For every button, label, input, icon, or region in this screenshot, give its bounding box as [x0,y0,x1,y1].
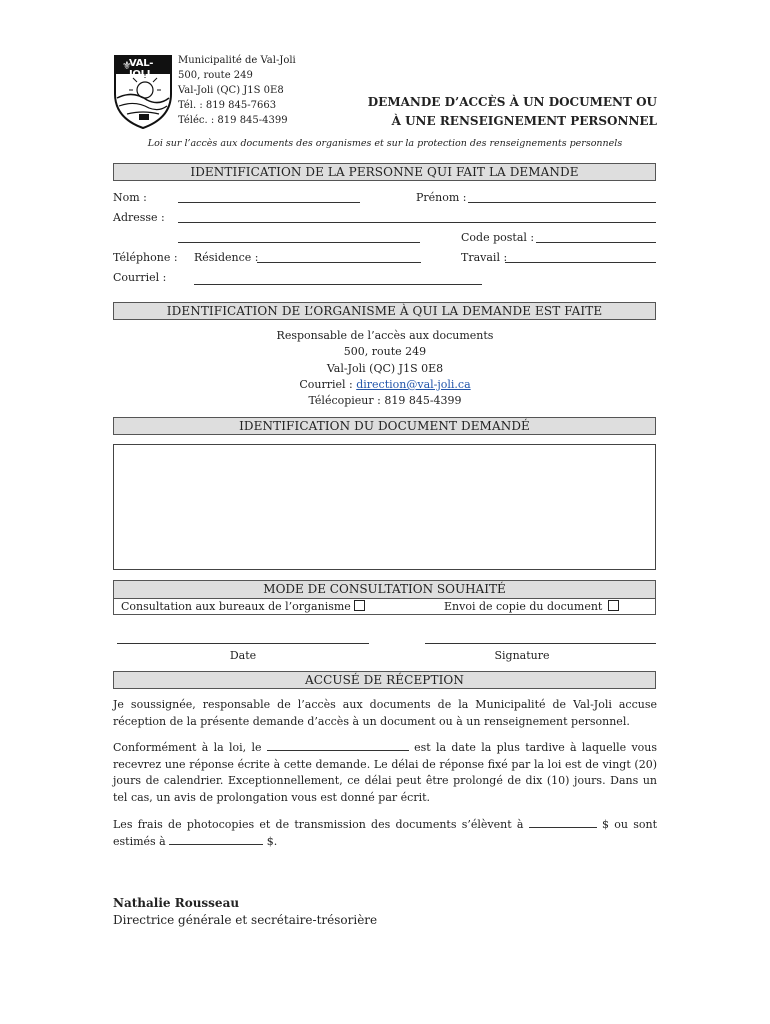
courriel-field[interactable] [194,284,482,285]
form-title [368,93,657,131]
travail-label: Travail : [461,251,508,264]
org-fax: Téléc. : 819 845-4399 [178,115,288,126]
org-contact-fax: Télécopieur : 819 845-4399 [308,394,462,408]
form-title-line1: DEMANDE D’ACCÈS À UN DOCUMENT OU [367,95,657,109]
receipt-paragraph-2 [113,740,657,806]
fees-amount-field[interactable] [529,817,597,828]
residence-field[interactable] [257,262,421,263]
option-copie[interactable] [444,599,619,615]
receipt-paragraph-3 [113,817,657,850]
org-name: Municipalité de Val-Joli [178,55,296,66]
residence-label: Résidence : [194,251,259,264]
signatory-name: Nathalie Rousseau [113,896,240,910]
section-header-mode: MODE DE CONSULTATION SOUHAITÉ [114,581,655,599]
org-address: 500, route 249 [178,70,253,81]
receipt-paragraph-1: Je soussignée, responsable de l’accès aux documents de la Municipalité de Val-Joli accuse réception de la présente demande d’accès à un document ou à un renseignement personnel. [113,698,657,728]
prenom-label: Prénom : [416,191,467,204]
receipt-para2-start: Conformément à la loi, le [113,741,262,754]
law-subtitle: Loi sur l’accès aux documents des organismes et sur la protection des renseignements personnels [147,138,623,149]
section-header-receipt: ACCUSÉ DE RÉCEPTION [113,671,656,689]
adresse-field-1[interactable] [178,222,656,223]
adresse-label: Adresse : [113,211,165,224]
org-contact-block [0,328,770,409]
date-label: Date [229,649,257,662]
form-title-line2: À UNE RENSEIGNEMENT PERSONNEL [391,114,657,128]
prenom-field[interactable] [468,202,656,203]
org-header [178,53,296,128]
nom-label: Nom : [113,191,147,204]
option-consultation[interactable] [121,599,365,615]
municipal-logo [113,54,173,130]
document-description-box[interactable] [113,444,656,570]
section-header-document: IDENTIFICATION DU DOCUMENT DEMANDÉ [113,417,656,435]
org-contact-city: Val-Joli (QC) J1S 0E8 [326,361,444,375]
svg-text:⚜: ⚜ [122,59,132,72]
org-responsable: Responsable de l’accès aux documents [276,329,494,342]
signatory-role: Directrice générale et secrétaire-trésorière [113,913,378,927]
code-postal-field[interactable] [536,242,656,243]
org-email-label: Courriel : [299,377,357,391]
copie-checkbox[interactable] [608,600,619,611]
courriel-label: Courriel : [113,271,167,284]
mode-section [113,580,656,615]
nom-field[interactable] [178,202,360,203]
org-email-link[interactable]: direction@val-joli.ca [356,377,471,391]
signature-label: Signature [494,649,550,662]
section-header-organisation: IDENTIFICATION DE L’ORGANISME À QUI LA DEMANDE EST FAITE [113,302,656,320]
receipt-para3-start: Les frais de photocopies et de transmission des documents s’élèvent à [113,818,524,831]
receipt-para2-end: est la date la plus tardive à laquelle vous recevrez une réponse écrite à cette demande. Le délai de réponse fixé par la loi est de vingt (20) jours de calendrier. Exceptionnellement, ce délai peut être prolongé de dix (10) jours. Dans un tel cas, un avis de prolongation vous est donné par écrit. [113,741,658,804]
logo-text: VAL-JOLI [129,58,154,80]
deadline-date-field[interactable] [267,740,409,751]
fees-estimate-field[interactable] [169,834,263,845]
org-contact-email [0,377,770,393]
option-copie-label: Envoi de copie du document [444,600,603,613]
receipt-para3-mid: $ ou sont estimés à [113,818,658,848]
adresse-field-2[interactable] [178,242,420,243]
date-field[interactable] [117,643,369,644]
org-tel: Tél. : 819 845-7663 [178,100,277,111]
org-contact-address: 500, route 249 [343,345,427,359]
section-header-requester: IDENTIFICATION DE LA PERSONNE QUI FAIT LA DEMANDE [113,163,656,181]
org-city: Val-Joli (QC) J1S 0E8 [178,85,284,96]
code-postal-label: Code postal : [461,231,535,244]
signature-field[interactable] [425,643,656,644]
option-consultation-label: Consultation aux bureaux de l’organisme [121,600,351,613]
consultation-checkbox[interactable] [354,600,365,611]
receipt-para3-end: $. [266,834,278,848]
travail-field[interactable] [505,262,656,263]
telephone-label: Téléphone : [113,251,178,264]
